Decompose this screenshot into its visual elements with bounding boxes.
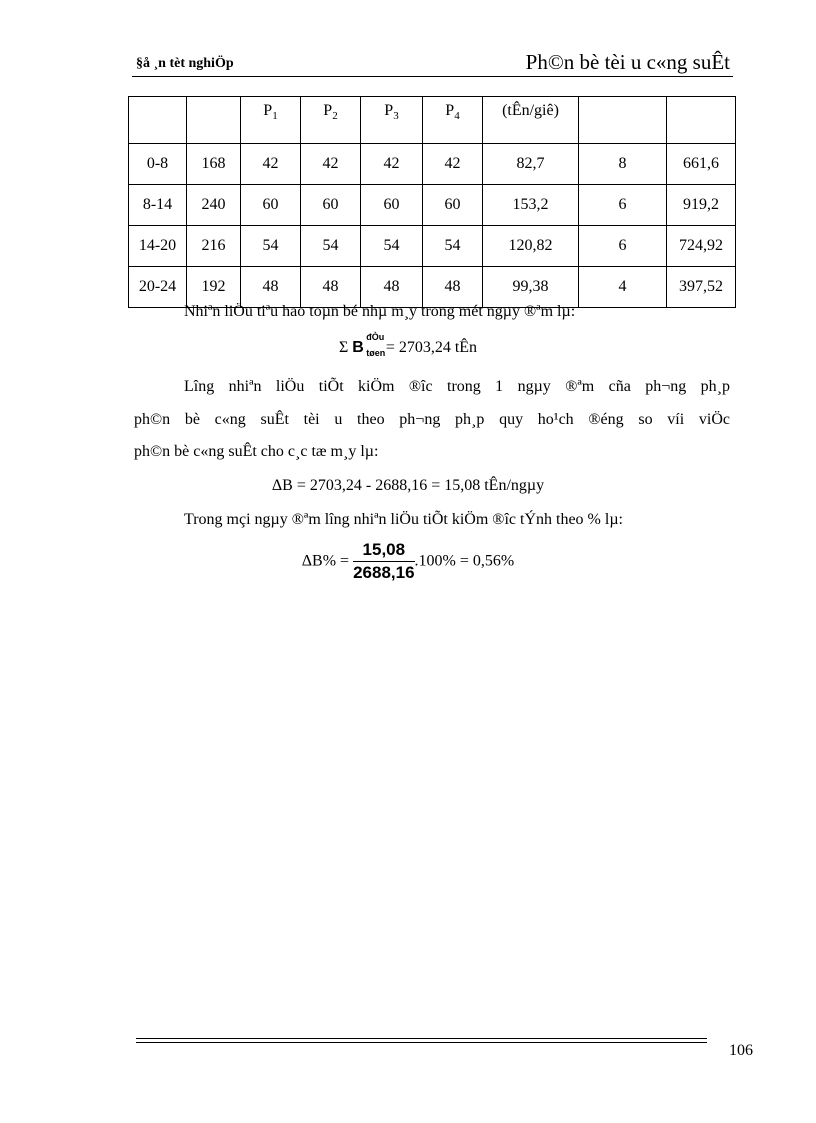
table-row bbox=[129, 144, 736, 185]
table-cell: 60 bbox=[301, 185, 361, 226]
table-header-label: 3 bbox=[393, 110, 399, 123]
table-header-cell bbox=[667, 97, 736, 144]
table-cell: 661,6 bbox=[667, 144, 736, 185]
table-cell: 240 bbox=[187, 185, 241, 226]
table-cell: 42 bbox=[241, 144, 301, 185]
table-header-cell: (tÊn/giê) bbox=[483, 97, 579, 144]
table-header-label: 1 bbox=[272, 110, 278, 123]
table-header-row bbox=[129, 97, 736, 144]
table-cell: 99,38 bbox=[483, 267, 579, 308]
paragraph-percent: Trong mçi ngµy ®ªm lîng nhiªn liÖu tiÕt kiÖm ®îc tÝnh theo % lµ: bbox=[184, 511, 623, 528]
table-cell: 192 bbox=[187, 267, 241, 308]
table-header-label: P bbox=[445, 102, 455, 119]
table-cell: 6 bbox=[579, 185, 667, 226]
table-cell: 48 bbox=[361, 267, 423, 308]
header-left-title: §å ¸n tèt nghiÖp bbox=[136, 56, 234, 71]
table-cell: 42 bbox=[301, 144, 361, 185]
sum-superscript: đÒu bbox=[366, 332, 385, 342]
table-cell: 0-8 bbox=[129, 144, 187, 185]
paragraph-savings-line1: Lîng nhiªn liÖu tiÕt kiÖm ®îc trong 1 ngµy ®ªm cña ph¬ng ph¸p bbox=[184, 378, 730, 395]
table-header-cell bbox=[301, 97, 361, 144]
table-cell: 60 bbox=[423, 185, 483, 226]
table-header-cell bbox=[361, 97, 423, 144]
fraction-denominator: 2688,16 bbox=[353, 563, 415, 582]
table-header-label: P bbox=[384, 102, 394, 119]
table-header-cell bbox=[241, 97, 301, 144]
table-header-cell bbox=[423, 97, 483, 144]
paragraph-fuel-total: Nhiªn liÖu tiªu hao toµn bé nhµ m¸y trong mét ngµy ®ªm lµ: bbox=[184, 303, 576, 320]
table-cell: 54 bbox=[301, 226, 361, 267]
table-header-label: 4 bbox=[454, 110, 460, 123]
equation-sum bbox=[0, 332, 816, 358]
table-cell: 48 bbox=[423, 267, 483, 308]
equation-delta-b: ΔB = 2703,24 - 2688,16 = 15,08 tÊn/ngµy bbox=[271, 477, 545, 494]
table-row bbox=[129, 185, 736, 226]
table-cell: 42 bbox=[423, 144, 483, 185]
table-cell: 82,7 bbox=[483, 144, 579, 185]
table-cell: 20-24 bbox=[129, 267, 187, 308]
table-cell: 54 bbox=[361, 226, 423, 267]
table-cell: 120,82 bbox=[483, 226, 579, 267]
equation-percent-rhs: .100% = 0,56% bbox=[414, 552, 515, 570]
table-cell: 168 bbox=[187, 144, 241, 185]
table-cell: 397,52 bbox=[667, 267, 736, 308]
table-cell: 60 bbox=[241, 185, 301, 226]
table-cell: 6 bbox=[579, 226, 667, 267]
data-table bbox=[128, 96, 736, 308]
table-header-cell bbox=[129, 97, 187, 144]
sum-subscript: tøen bbox=[366, 348, 386, 358]
table-cell: 54 bbox=[241, 226, 301, 267]
table-cell: 14-20 bbox=[129, 226, 187, 267]
table-cell: 4 bbox=[579, 267, 667, 308]
paragraph-savings-line2: ph©n bè c«ng suÊt tèi u theo ph¬ng ph¸p quy ho¹ch ®éng so víi viÖc bbox=[134, 411, 730, 428]
fraction-numerator: 15,08 bbox=[353, 540, 414, 562]
paragraph-savings-line3: ph©n bè c«ng suÊt cho c¸c tæ m¸y lµ: bbox=[134, 443, 379, 460]
table-cell: 724,92 bbox=[667, 226, 736, 267]
table-cell: 919,2 bbox=[667, 185, 736, 226]
table-cell: 8-14 bbox=[129, 185, 187, 226]
table-cell: 42 bbox=[361, 144, 423, 185]
table-header-label: 2 bbox=[332, 110, 338, 123]
table-cell: 48 bbox=[301, 267, 361, 308]
table-cell: 60 bbox=[361, 185, 423, 226]
table-cell: 54 bbox=[423, 226, 483, 267]
equation-percent bbox=[0, 540, 816, 583]
sum-variable-letter: B bbox=[352, 339, 364, 356]
table-row bbox=[129, 226, 736, 267]
page-number: 106 bbox=[729, 1042, 753, 1059]
table-header-label: P bbox=[323, 102, 333, 119]
table-header-cell bbox=[187, 97, 241, 144]
table-cell: 153,2 bbox=[483, 185, 579, 226]
table-cell: 216 bbox=[187, 226, 241, 267]
sigma-symbol: Σ bbox=[338, 339, 349, 356]
sum-value: = 2703,24 tÊn bbox=[381, 339, 478, 356]
table-header-cell bbox=[579, 97, 667, 144]
footer-rule bbox=[136, 1038, 707, 1039]
fraction bbox=[353, 540, 414, 583]
header-rule bbox=[132, 76, 733, 77]
table-header-label: P bbox=[263, 102, 273, 119]
table-row bbox=[129, 267, 736, 308]
sum-variable bbox=[352, 332, 386, 358]
header-right-title: Ph©n bè tèi u c«ng suÊt bbox=[525, 50, 730, 74]
table-cell: 48 bbox=[241, 267, 301, 308]
footer-rule bbox=[136, 1042, 707, 1043]
table-cell: 8 bbox=[579, 144, 667, 185]
equation-percent-lhs: ΔB% = bbox=[301, 552, 354, 570]
